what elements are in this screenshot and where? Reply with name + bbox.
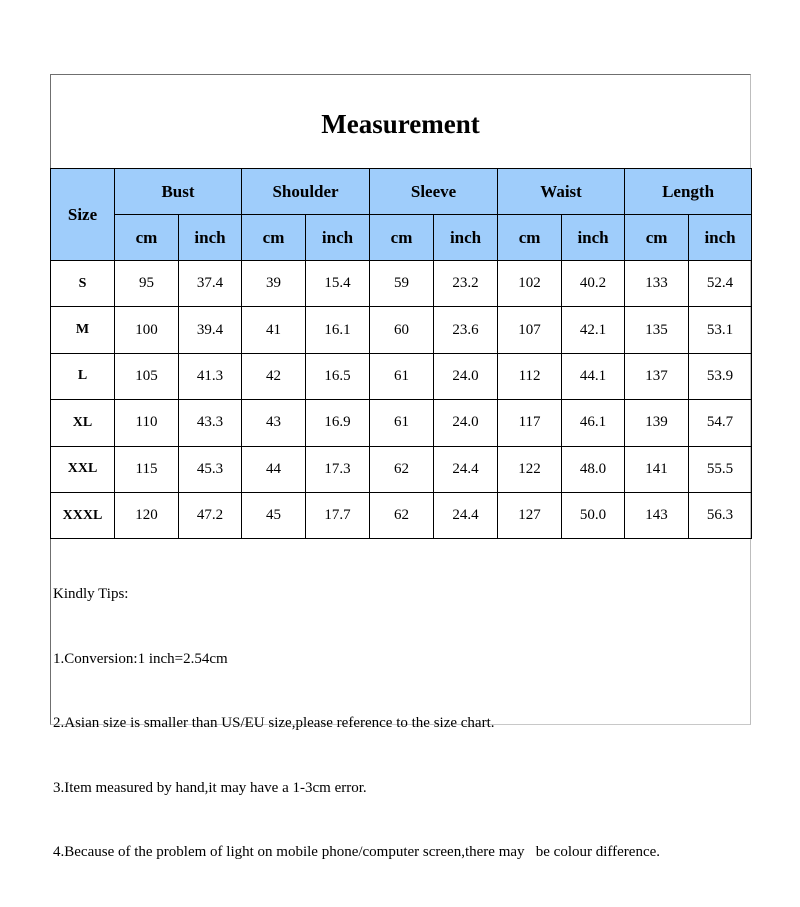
sleeve-cm-cell: 61 <box>370 353 434 399</box>
waist-cm-cell: 102 <box>498 261 562 307</box>
bust-inch-cell: 39.4 <box>179 307 242 353</box>
shoulder-inch-cell: 17.3 <box>306 446 370 492</box>
bust-cm-cell: 100 <box>115 307 179 353</box>
shoulder-cm-cell: 41 <box>242 307 306 353</box>
waist-inch-cell: 42.1 <box>562 307 625 353</box>
sleeve-cm-cell: 62 <box>370 446 434 492</box>
bust-inch-cell: 37.4 <box>179 261 242 307</box>
header-unit-inch: inch <box>562 215 625 261</box>
shoulder-cm-cell: 42 <box>242 353 306 399</box>
sleeve-cm-cell: 62 <box>370 492 434 538</box>
sleeve-cm-cell: 59 <box>370 261 434 307</box>
sleeve-inch-cell: 24.4 <box>434 446 498 492</box>
shoulder-cm-cell: 45 <box>242 492 306 538</box>
length-cm-cell: 137 <box>625 353 689 399</box>
waist-inch-cell: 40.2 <box>562 261 625 307</box>
header-unit-cm: cm <box>115 215 179 261</box>
header-group-waist: Waist <box>498 169 625 215</box>
size-cell: XXXL <box>51 492 115 538</box>
bust-cm-cell: 95 <box>115 261 179 307</box>
size-cell: M <box>51 307 115 353</box>
size-cell: XXL <box>51 446 115 492</box>
header-unit-cm: cm <box>370 215 434 261</box>
bust-inch-cell: 45.3 <box>179 446 242 492</box>
size-cell: L <box>51 353 115 399</box>
length-inch-cell: 53.1 <box>689 307 752 353</box>
shoulder-cm-cell: 44 <box>242 446 306 492</box>
header-unit-inch: inch <box>689 215 752 261</box>
waist-inch-cell: 50.0 <box>562 492 625 538</box>
table-row <box>51 307 752 353</box>
length-inch-cell: 55.5 <box>689 446 752 492</box>
header-unit-cm: cm <box>242 215 306 261</box>
bust-inch-cell: 47.2 <box>179 492 242 538</box>
header-unit-inch: inch <box>434 215 498 261</box>
length-inch-cell: 56.3 <box>689 492 752 538</box>
size-table <box>50 168 752 539</box>
size-cell: XL <box>51 400 115 446</box>
header-unit-inch: inch <box>306 215 370 261</box>
header-group-bust: Bust <box>115 169 242 215</box>
kindly-tips <box>53 541 660 907</box>
header-size: Size <box>51 169 115 261</box>
waist-inch-cell: 46.1 <box>562 400 625 446</box>
chart-title: Measurement <box>51 75 750 169</box>
tip-line: 1.Conversion:1 inch=2.54cm <box>53 650 228 667</box>
shoulder-inch-cell: 16.9 <box>306 400 370 446</box>
tips-heading: Kindly Tips: <box>53 586 129 602</box>
header-group-sleeve: Sleeve <box>370 169 498 215</box>
shoulder-cm-cell: 43 <box>242 400 306 446</box>
waist-inch-cell: 48.0 <box>562 446 625 492</box>
waist-inch-cell: 44.1 <box>562 353 625 399</box>
shoulder-inch-cell: 16.1 <box>306 307 370 353</box>
size-chart <box>50 74 751 860</box>
shoulder-cm-cell: 39 <box>242 261 306 307</box>
size-cell: S <box>51 261 115 307</box>
sleeve-cm-cell: 60 <box>370 307 434 353</box>
sleeve-inch-cell: 24.0 <box>434 353 498 399</box>
length-cm-cell: 135 <box>625 307 689 353</box>
table-row <box>51 492 752 538</box>
tip-line: 3.Item measured by hand,it may have a 1-3cm error. <box>53 779 367 796</box>
shoulder-inch-cell: 16.5 <box>306 353 370 399</box>
length-cm-cell: 141 <box>625 446 689 492</box>
header-unit-cm: cm <box>625 215 689 261</box>
sleeve-inch-cell: 24.4 <box>434 492 498 538</box>
bust-cm-cell: 115 <box>115 446 179 492</box>
tip-line: 4.Because of the problem of light on mobile phone/computer screen,there may be colour difference. <box>53 844 661 860</box>
length-inch-cell: 53.9 <box>689 353 752 399</box>
waist-cm-cell: 112 <box>498 353 562 399</box>
sleeve-cm-cell: 61 <box>370 400 434 446</box>
header-unit-cm: cm <box>498 215 562 261</box>
sleeve-inch-cell: 24.0 <box>434 400 498 446</box>
table-row <box>51 261 752 307</box>
table-row <box>51 400 752 446</box>
length-inch-cell: 54.7 <box>689 400 752 446</box>
header-group-length: Length <box>625 169 752 215</box>
length-inch-cell: 52.4 <box>689 261 752 307</box>
length-cm-cell: 133 <box>625 261 689 307</box>
bust-cm-cell: 110 <box>115 400 179 446</box>
header-group-shoulder: Shoulder <box>242 169 370 215</box>
bust-cm-cell: 120 <box>115 492 179 538</box>
length-cm-cell: 139 <box>625 400 689 446</box>
waist-cm-cell: 107 <box>498 307 562 353</box>
length-cm-cell: 143 <box>625 492 689 538</box>
waist-cm-cell: 122 <box>498 446 562 492</box>
bust-cm-cell: 105 <box>115 353 179 399</box>
sleeve-inch-cell: 23.6 <box>434 307 498 353</box>
bust-inch-cell: 43.3 <box>179 400 242 446</box>
shoulder-inch-cell: 17.7 <box>306 492 370 538</box>
table-row <box>51 353 752 399</box>
header-unit-inch: inch <box>179 215 242 261</box>
waist-cm-cell: 117 <box>498 400 562 446</box>
bust-inch-cell: 41.3 <box>179 353 242 399</box>
table-row <box>51 446 752 492</box>
waist-cm-cell: 127 <box>498 492 562 538</box>
tip-line: 2.Asian size is smaller than US/EU size,please reference to the size chart. <box>53 715 495 731</box>
shoulder-inch-cell: 15.4 <box>306 261 370 307</box>
sleeve-inch-cell: 23.2 <box>434 261 498 307</box>
